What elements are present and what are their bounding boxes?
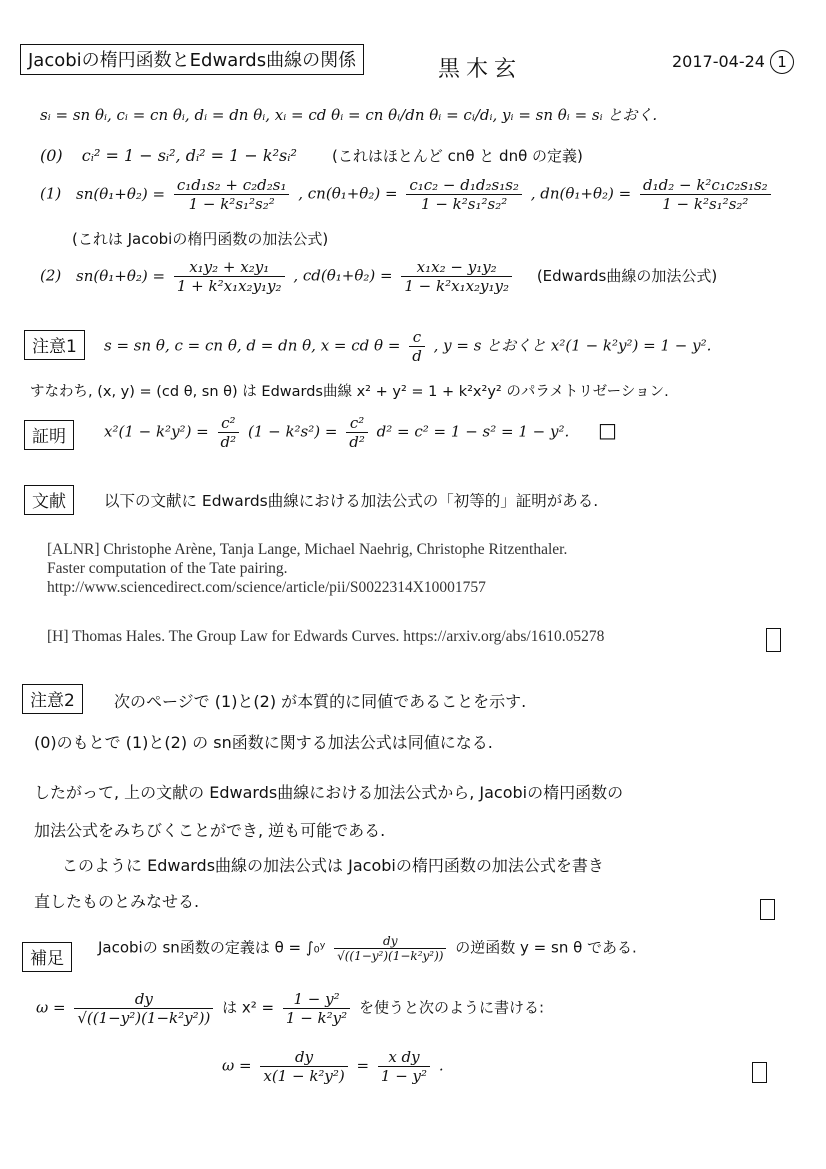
- supplement-final-denominator-1: x(1 − k²y²): [260, 1066, 347, 1085]
- eq1-sn-fraction: [174, 176, 290, 213]
- proof-fraction-1-numerator: c²: [221, 414, 236, 432]
- proof-fraction-1-denominator: d²: [218, 432, 240, 451]
- eq2-sn-denominator: 1 + k²x₁x₂y₁y₂: [174, 276, 285, 295]
- eq1-sn-lhs: sn(θ₁+θ₂) =: [76, 184, 166, 203]
- supplement-omega: ω =: [36, 998, 66, 1017]
- supplement-final-numerator-2: x dy: [388, 1048, 420, 1066]
- remark1-line2: すなわち, (x, y) = (cd θ, sn θ) は Edwards曲線 x² + y² = 1 + k²x²y² のパラメトリゼーション.: [30, 384, 669, 400]
- author-name: 黒木玄: [438, 57, 523, 82]
- supplement-final-equals: =: [356, 1056, 370, 1075]
- eq0-label: (0): [40, 146, 63, 165]
- proof-fraction-2: [346, 414, 368, 451]
- date: 2017-04-24: [672, 52, 765, 71]
- supplement-line1: [98, 934, 637, 963]
- supplement-x-denominator: 1 − k²y²: [283, 1008, 350, 1027]
- eq2-sn-lhs: sn(θ₁+θ₂) =: [76, 266, 166, 285]
- eq2-sn-fraction: [174, 258, 285, 295]
- proof-qed: □: [598, 417, 617, 442]
- supplement-final-numerator-1: dy: [295, 1048, 314, 1066]
- proof-fraction-2-denominator: d²: [346, 432, 368, 451]
- supplement-text-b: の逆函数 y = sn θ である.: [455, 938, 637, 957]
- supplement-x-numerator: 1 − y²: [293, 990, 340, 1008]
- remark2-line6: 直したものとみなせる.: [34, 892, 200, 911]
- supplement-text-a: Jacobiの sn函数の定義は θ = ∫₀ʸ: [98, 938, 326, 957]
- proof-fraction-2-numerator: c²: [349, 414, 365, 432]
- remark2-line4: 加法公式をみちびくことができ, 逆も可能である.: [34, 821, 386, 840]
- supplement-x-fraction: [283, 990, 350, 1027]
- eq2-cd-denominator: 1 − k²x₁x₂y₁y₂: [401, 276, 512, 295]
- remark1-label: 注意1: [24, 330, 85, 360]
- eq1-cn-fraction: [406, 176, 522, 213]
- proof-text-c: d² = c² = 1 − s² = 1 − y².: [376, 422, 570, 441]
- page-title: Jacobiの楕円函数とEdwards曲線の関係: [20, 44, 364, 75]
- supplement-final: [222, 1048, 444, 1085]
- remark2-line1: 次のページで (1)と(2) が本質的に同値であることを示す.: [114, 692, 527, 711]
- eq1-cn-denominator: 1 − k²s₁²s₂²: [406, 194, 522, 213]
- eq1-cn-numerator: c₁c₂ − d₁d₂s₁s₂: [409, 176, 519, 194]
- supplement-final-fraction-2: [378, 1048, 430, 1085]
- supplement-omega-numerator: dy: [134, 990, 153, 1008]
- reference-alnr-url[interactable]: http://www.sciencedirect.com/science/article/pii/S0022314X10001757: [47, 579, 486, 596]
- reference-alnr-line2: Faster computation of the Tate pairing.: [47, 560, 288, 577]
- eq2-label: (2): [40, 266, 62, 285]
- proof-text-b: (1 − k²s²) =: [247, 422, 338, 441]
- remark2-line5: このように Edwards曲線の加法公式は Jacobiの楕円函数の加法公式を書き: [62, 856, 604, 875]
- remark1-text-b: , y = s とおくと x²(1 − k²y²) = 1 − y².: [433, 336, 712, 355]
- proof-line: [104, 414, 617, 451]
- remark1-text-a: s = sn θ, c = cn θ, d = dn θ, x = cd θ =: [104, 336, 401, 355]
- reference-alnr-line1: [ALNR] Christophe Arène, Tanja Lange, Michael Naehrig, Christophe Ritzenthaler.: [47, 541, 568, 558]
- references-intro: 以下の文献に Edwards曲線における加法公式の「初等的」証明がある.: [104, 492, 599, 510]
- page-number: 1: [770, 50, 794, 74]
- eq2-row: [40, 258, 717, 295]
- remark2-line3: したがって, 上の文献の Edwards曲線における加法公式から, Jacobiの楕円函数の: [34, 783, 624, 802]
- references-label: 文献: [24, 485, 74, 515]
- eq0-note: (これはほとんど cnθ と dnθ の定義): [331, 147, 583, 165]
- supplement-omega-denominator: √((1−y²)(1−k²y²)): [74, 1008, 213, 1027]
- eq1-dn-lhs: , dn(θ₁+θ₂) =: [530, 184, 632, 203]
- supplement-label: 補足: [22, 942, 72, 972]
- supplement-qed-box: [752, 1062, 767, 1083]
- remark1-fraction-numerator: c: [412, 328, 422, 346]
- proof-label: 証明: [24, 420, 74, 450]
- proof-text-a: x²(1 − k²y²) =: [104, 422, 209, 441]
- eq2-cd-fraction: [401, 258, 512, 295]
- eq1-label: (1): [40, 184, 62, 203]
- reference-hales: [H] Thomas Hales. The Group Law for Edwards Curves. https://arxiv.org/abs/1610.05278: [47, 628, 605, 645]
- eq0-row: [40, 145, 583, 166]
- supplement-final-fraction-1: [260, 1048, 347, 1085]
- eq2-cd-lhs: , cd(θ₁+θ₂) =: [293, 266, 393, 285]
- remark2-qed-box: [760, 899, 775, 920]
- remark1-line1: [104, 328, 711, 365]
- eq2-cd-numerator: x₁x₂ − y₁y₂: [416, 258, 497, 276]
- eq1-dn-numerator: d₁d₂ − k²c₁c₂s₁s₂: [642, 176, 768, 194]
- remark1-fraction-denominator: d: [409, 346, 425, 365]
- definitions-line: sᵢ = sn θᵢ, cᵢ = cn θᵢ, dᵢ = dn θᵢ, xᵢ = cd θᵢ = cn θᵢ/dn θᵢ = cᵢ/dᵢ, yᵢ = sn θᵢ = sᵢ とおく.: [40, 106, 658, 124]
- eq2-note: (Edwards曲線の加法公式): [536, 266, 718, 285]
- eq1-sn-denominator: 1 − k²s₁²s₂²: [174, 194, 290, 213]
- supplement-final-denominator-2: 1 − y²: [378, 1066, 430, 1085]
- eq1-cn-lhs: , cn(θ₁+θ₂) =: [298, 184, 398, 203]
- proof-fraction-1: [218, 414, 240, 451]
- eq1-dn-fraction: [640, 176, 771, 213]
- remark2-label: 注意2: [22, 684, 83, 714]
- supplement-integrand: [334, 934, 446, 963]
- supplement-final-period: .: [438, 1056, 444, 1075]
- eq2-sn-numerator: x₁y₂ + x₂y₁: [189, 258, 270, 276]
- supplement-integrand-denominator: √((1−y²)(1−k²y²)): [334, 948, 446, 963]
- eq1-dn-denominator: 1 − k²s₁²s₂²: [640, 194, 771, 213]
- eq1-sn-numerator: c₁d₁s₂ + c₂d₂s₁: [176, 176, 287, 194]
- eq1-note: (これは Jacobiの楕円函数の加法公式): [72, 230, 329, 248]
- supplement-final-lhs: ω =: [222, 1056, 252, 1075]
- eq1-row: [40, 176, 775, 213]
- supplement-integrand-numerator: dy: [383, 934, 398, 948]
- supplement-line2: [36, 990, 544, 1027]
- remark1-fraction: [409, 328, 425, 365]
- supplement-mid-b: を使うと次のように書ける:: [358, 998, 544, 1017]
- supplement-omega-fraction: [74, 990, 213, 1027]
- supplement-mid-a: は x² =: [222, 998, 275, 1017]
- references-qed-box: [766, 628, 781, 652]
- eq0-formula: cᵢ² = 1 − sᵢ², dᵢ² = 1 − k²sᵢ²: [81, 146, 297, 165]
- remark2-line2: (0)のもとで (1)と(2) の sn函数に関する加法公式は同値になる.: [34, 733, 493, 752]
